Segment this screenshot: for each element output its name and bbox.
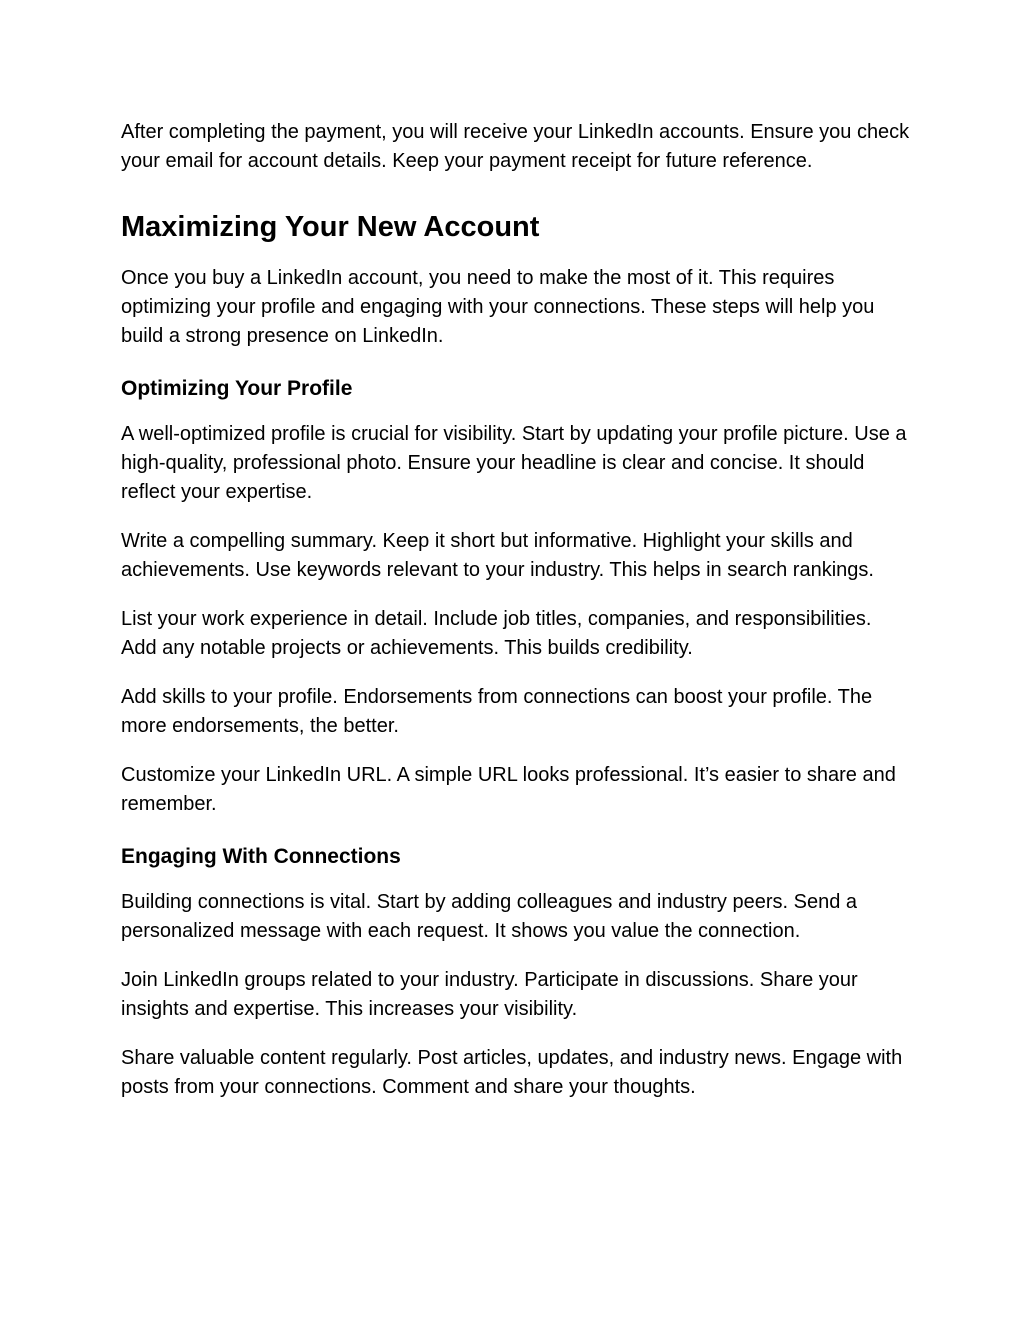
- paragraph: Customize your LinkedIn URL. A simple URL looks professional. It’s easier to share and remember.: [121, 764, 896, 815]
- paragraph: Add skills to your profile. Endorsements from connections can boost your profile. The more endorsements, the better.: [121, 686, 873, 737]
- paragraph: A well-optimized profile is crucial for visibility. Start by updating your profile picture. Use a high-quality, professional photo. Ensure your headline is clear and concise. It should reflect your expertise.: [121, 423, 907, 503]
- paragraph: Write a compelling summary. Keep it short but informative. Highlight your skills and achievements. Use keywords relevant to your industry. This helps in search rankings.: [121, 530, 874, 581]
- paragraph: List your work experience in detail. Include job titles, companies, and responsibilities. Add any notable projects or achievements. This builds credibility.: [121, 608, 872, 659]
- section-title: Maximizing Your New Account: [121, 211, 540, 243]
- paragraph: Join LinkedIn groups related to your industry. Participate in discussions. Share your insights and expertise. This increases your visibility.: [121, 969, 858, 1020]
- intro-paragraph: After completing the payment, you will receive your LinkedIn accounts. Ensure you check your email for account details. Keep your payment receipt for future reference.: [121, 121, 910, 172]
- subsection-title-optimizing-profile: Optimizing Your Profile: [121, 377, 353, 400]
- subsection-title-engaging-connections: Engaging With Connections: [121, 845, 401, 868]
- paragraph: Share valuable content regularly. Post articles, updates, and industry news. Engage with posts from your connections. Comment and share your thoughts.: [121, 1047, 903, 1098]
- document-page: [121, 118, 911, 1122]
- section-intro-paragraph: Once you buy a LinkedIn account, you need to make the most of it. This requires optimizing your profile and engaging with your connections. These steps will help you build a strong presence on LinkedIn.: [121, 267, 875, 347]
- paragraph: Building connections is vital. Start by adding colleagues and industry peers. Send a personalized message with each request. It shows you value the connection.: [121, 891, 858, 942]
